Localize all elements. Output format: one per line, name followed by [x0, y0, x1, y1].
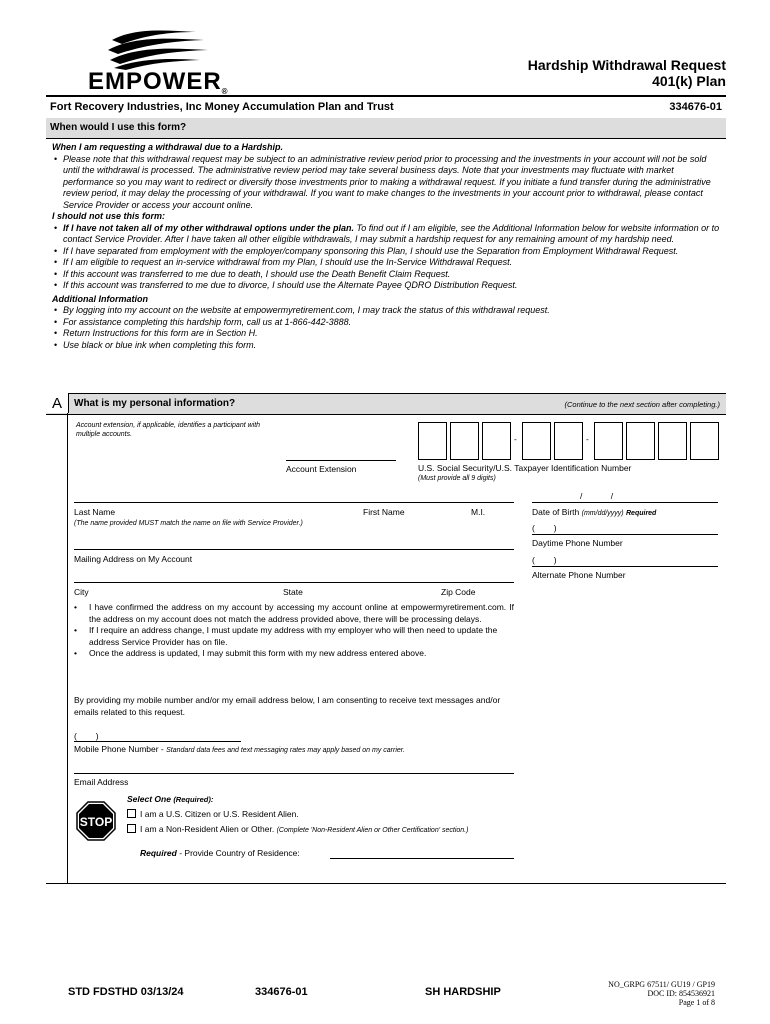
list-item: • Once the address is updated, I may submit this form with my new address entered above. — [74, 648, 427, 658]
dob-slashes: / / — [580, 491, 614, 501]
name-field[interactable] — [74, 502, 514, 503]
stop-sign-icon — [76, 801, 116, 841]
mailing-address-field[interactable] — [74, 549, 514, 550]
email-label: Email Address — [74, 777, 129, 787]
intro-subheading-should-not: I should not use this form: — [52, 211, 165, 221]
mobile-phone-field[interactable] — [74, 741, 241, 742]
ssn-digit-box[interactable] — [522, 422, 551, 460]
list-item: • If I have separated from employment with the employer/company sponsoring this Plan, I should use the Separation from Employment Withdrawal Request. — [63, 246, 724, 258]
account-extension-field[interactable] — [286, 460, 396, 461]
intro-bullets-1 — [52, 154, 724, 212]
mailing-address-label: Mailing Address on My Account — [74, 554, 193, 564]
intro-bullets-2 — [52, 223, 724, 292]
form-subtitle: 401(k) Plan — [652, 73, 726, 89]
list-item: • By logging into my account on the website at empowermyretirement.com, I may track the status of this withdrawal request. — [63, 305, 724, 317]
city-label: City — [74, 587, 89, 597]
footer-form-type: SH HARDSHIP — [425, 986, 501, 998]
ssn-label: U.S. Social Security/U.S. Taxpayer Identification Number — [418, 463, 632, 473]
dob-field[interactable] — [532, 502, 718, 503]
daytime-phone-field[interactable] — [532, 534, 718, 535]
list-item: • Use black or blue ink when completing this form. — [63, 340, 724, 352]
ssn-dash: - — [514, 434, 517, 444]
empower-logo-graphic — [104, 26, 214, 70]
daytime-phone-label: Daytime Phone Number — [532, 538, 623, 548]
footer-refs — [608, 980, 715, 1007]
when-heading-bar — [46, 118, 726, 139]
list-item: • I have confirmed the address on my account by accessing my account online at empowermyretirement.com. If the address on my account does not match the address provided above, there will be processing delays. — [74, 602, 514, 624]
ssn-digit-box[interactable] — [482, 422, 511, 460]
account-extension-note: Account extension, if applicable, identifies a participant with multiple accounts. — [76, 422, 261, 438]
section-a-header — [46, 393, 726, 415]
list-item: • Please note that this withdrawal request may be subject to an administrative review period prior to processing and the investments in your account will not be sold until the withdrawal is processed. The administrative review period may take several business days. Note that your investments may fluctuate with market performance so you may want to redirect or diversify those investments prior to making a withdrawal request. If you initiate a fund transfer during the administrative review period, it may delay the processing of your withdrawal. If you want to make changes to the investments in your account prior to withdrawal, please contact Service Provider or access your account online. — [63, 154, 724, 212]
intro-subheading-hardship: When I am requesting a withdrawal due to a Hardship. — [52, 142, 284, 152]
section-letter: A — [46, 393, 69, 413]
zip-label: Zip Code — [441, 587, 476, 597]
section-left-rule — [67, 413, 68, 883]
ssn-digit-box[interactable] — [594, 422, 623, 460]
city-state-zip-field[interactable] — [74, 582, 514, 583]
ssn-digit-box[interactable] — [626, 422, 655, 460]
list-item: • If I am eligible to request an in-service withdrawal from my Plan, I should use the In-Service Withdrawal Request. — [63, 257, 724, 269]
non-resident-option[interactable]: I am a Non-Resident Alien or Other. (Complete 'Non-Resident Alien or Other Certification' section.) — [127, 824, 517, 836]
citizen-checkbox[interactable] — [127, 809, 136, 818]
list-item: • Return Instructions for this form are in Section H. — [63, 328, 724, 340]
ssn-dash: - — [586, 434, 589, 444]
name-note: (The name provided MUST match the name on file with Service Provider.) — [74, 520, 303, 527]
ssn-note: (Must provide all 9 digits) — [418, 475, 496, 482]
footer-form-code: STD FDSTHD 03/13/24 — [68, 986, 184, 998]
alternate-phone-label: Alternate Phone Number — [532, 570, 626, 580]
list-item: • If I require an address change, I must update my address with my employer who will then need to update the address Service Provider has on file. — [74, 625, 498, 647]
dob-label-group: Date of Birth (mm/dd/yyyy) Required — [532, 507, 657, 517]
list-item: • If I have not taken all of my other withdrawal options under the plan. To find out if I am eligible, see the Additional Information below for website information or to contact Service Provider. After I have taken all other eligible withdrawals, I may submit a hardship request for any remaining amount of my hardship need. — [63, 223, 724, 246]
list-item: • If this account was transferred to me due to death, I should use the Death Benefit Claim Request. — [63, 269, 724, 281]
intro-subheading-additional: Additional Information — [52, 293, 148, 304]
footer-doc-id: DOC ID: 854536921 — [647, 989, 715, 998]
form-title: Hardship Withdrawal Request — [527, 57, 726, 73]
plan-name: Fort Recovery Industries, Inc Money Accumulation Plan and Trust — [50, 101, 394, 113]
mobile-phone-label-group: Mobile Phone Number - Standard data fees and text messaging rates may apply based on my carrier. — [74, 744, 405, 754]
citizen-option[interactable]: I am a U.S. Citizen or U.S. Resident Alien. — [127, 809, 299, 819]
country-residence-label: Required - Provide Country of Residence: — [140, 848, 300, 858]
state-label: State — [283, 587, 303, 597]
empower-logo-text: EMPOWER® — [88, 68, 229, 96]
footer-plan-number: 334676-01 — [255, 986, 308, 998]
footer-ref-grouping: NO_GRPG 67511/ GU19 / GP19 — [608, 980, 715, 989]
footer-page-number: Page 1 of 8 — [678, 998, 715, 1007]
svg-text:STOP: STOP — [79, 815, 113, 829]
country-residence-field[interactable] — [330, 858, 514, 859]
intro-section — [52, 142, 724, 351]
ssn-digit-box[interactable] — [450, 422, 479, 460]
select-one-heading: Select One (Required): — [127, 794, 214, 804]
ssn-digit-box[interactable] — [418, 422, 447, 460]
section-bottom-rule — [46, 883, 726, 884]
intro-bullets-3 — [52, 305, 724, 351]
daytime-phone-paren: ( ) — [532, 523, 557, 533]
when-heading: When would I use this form? — [50, 122, 187, 133]
list-item: • For assistance completing this hardship form, call us at 1-866-442-3888. — [63, 317, 724, 329]
address-bullets — [74, 602, 514, 660]
middle-initial-label: M.I. — [471, 507, 486, 517]
plan-bar — [46, 95, 726, 119]
last-name-label: Last Name — [74, 507, 116, 517]
non-resident-checkbox[interactable] — [127, 824, 136, 833]
ssn-digit-box[interactable] — [690, 422, 719, 460]
first-name-label: First Name — [363, 507, 405, 517]
section-a-title: What is my personal information? — [74, 398, 236, 409]
ssn-digit-box[interactable] — [658, 422, 687, 460]
account-extension-label: Account Extension — [286, 464, 357, 474]
mobile-phone-paren: ( ) — [74, 731, 99, 741]
list-item: • If this account was transferred to me due to divorce, I should use the Alternate Payee QDRO Distribution Request. — [63, 280, 724, 292]
continue-note: (Continue to the next section after completing.) — [564, 400, 720, 409]
alternate-phone-field[interactable] — [532, 566, 718, 567]
plan-number: 334676-01 — [669, 101, 722, 113]
email-field[interactable] — [74, 773, 514, 774]
ssn-digit-box[interactable] — [554, 422, 583, 460]
alternate-phone-paren: ( ) — [532, 555, 557, 565]
consent-text: By providing my mobile number and/or my email address below, I am consenting to receive text messages and/or emails related to this request. — [74, 695, 501, 717]
